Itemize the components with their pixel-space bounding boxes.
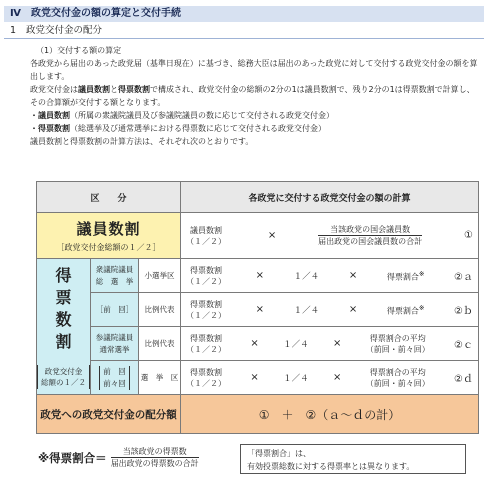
giin-formula: 議員数割 （１／２） × 当該政党の国会議員数 届出政党の国会議員数の合計 ① (181, 213, 479, 259)
mark-2b: ②ｂ (454, 306, 473, 317)
section-number: Ⅳ (10, 8, 21, 19)
allocation-table (36, 181, 479, 434)
body-heading: （1）交付する額の算定 (36, 46, 122, 55)
mark-2d: ②ｄ (454, 374, 474, 385)
giin-cell (37, 213, 181, 259)
formula-d: 得票数割 （１／２） × １／４ × 得票割合の平均 （前回・前々回） ②ｄ (181, 361, 479, 395)
head-calculation: 各政党に交付する政党交付金の額の計算 (181, 182, 479, 213)
kind-c: 比例代表 (139, 327, 181, 361)
paragraph-3: 議員数割と得票数割の計算方法は、それぞれ次のとおりです。 (30, 137, 254, 146)
bullet-toku: ・得票数割（総選挙及び通常選挙における得票数に応じて交付される政党交付金） (30, 124, 326, 133)
formula-b: 得票数割 （１／２） × １／４ × 得票割合※ ②ｂ (181, 293, 479, 327)
kind-a: 小選挙区 (139, 259, 181, 293)
ratio-definition (38, 446, 199, 469)
paragraph-1: 各政党から届出のあった政党届（基準日現在）に基づき、総務大臣は届出のあった政党に対して交付する政党交付金の額を算出します。 (30, 59, 478, 81)
paragraph-2: 政党交付金は議員数割と得票数割で構成され、政党交付金の総額の2分の1は議員数割で、残り2分の1は得票数割で計算し、その合算額が交付する額となります。 (30, 85, 475, 107)
shu-label: 衆議院議員 総 選 挙 (91, 259, 139, 293)
mark-1: ① (464, 230, 474, 241)
subsection-header (4, 24, 484, 39)
body-text (30, 44, 482, 148)
mark-2a: ②ａ (454, 272, 473, 283)
section-header (4, 6, 484, 22)
ratio-note-box: 「得票割合」は、 有効投票総数に対する得票率とは異なります。 (240, 444, 466, 474)
total-formula: ① ＋ ②（ａ～ｄの計） (181, 395, 479, 434)
formula-c: 得票数割 （１／２） × １／４ × 得票割合の平均 （前回・前々回） ②ｃ (181, 327, 479, 361)
subsection-number: 1 (10, 25, 17, 36)
toku-note: 政党交付金 総額の１／２ (37, 365, 90, 389)
subsection-title: 政党交付金の配分 (26, 25, 103, 36)
giin-note: ［政党交付金総額の１／２］ (56, 243, 161, 252)
toku-cell: 得 票 数 割 政党交付金 総額の１／２ (37, 259, 91, 395)
total-label: 政党への政党交付金の配分額 (37, 395, 181, 434)
zenkai-label: ［前 回］ (91, 293, 139, 327)
kind-b: 比例代表 (139, 293, 181, 327)
section-title: 政党交付金の額の算定と交付手続 (31, 8, 181, 19)
mark-2c: ②ｃ (454, 340, 474, 351)
formula-a: 得票数割 （１／２） × １／４ × 得票割合※ ②ａ (181, 259, 479, 293)
giin-label: 議員数割 (76, 220, 141, 238)
kind-d: 選 挙 区 (139, 361, 181, 395)
ratio-numerator: 当該政党の得票数 (122, 447, 187, 456)
san-label: 参議院議員 通常選挙 (91, 327, 139, 361)
ratio-denominator: 届出政党の得票数の合計 (110, 459, 199, 468)
ratio-label: ※得票割合＝ (38, 450, 107, 465)
bullet-giin: ・議員数割（所属の衆議院議員及び参議院議員の数に応じて交付される政党交付金） (30, 111, 334, 120)
head-category: 区 分 (37, 182, 181, 213)
zen2-label: 前 回 前々回 (91, 361, 139, 395)
